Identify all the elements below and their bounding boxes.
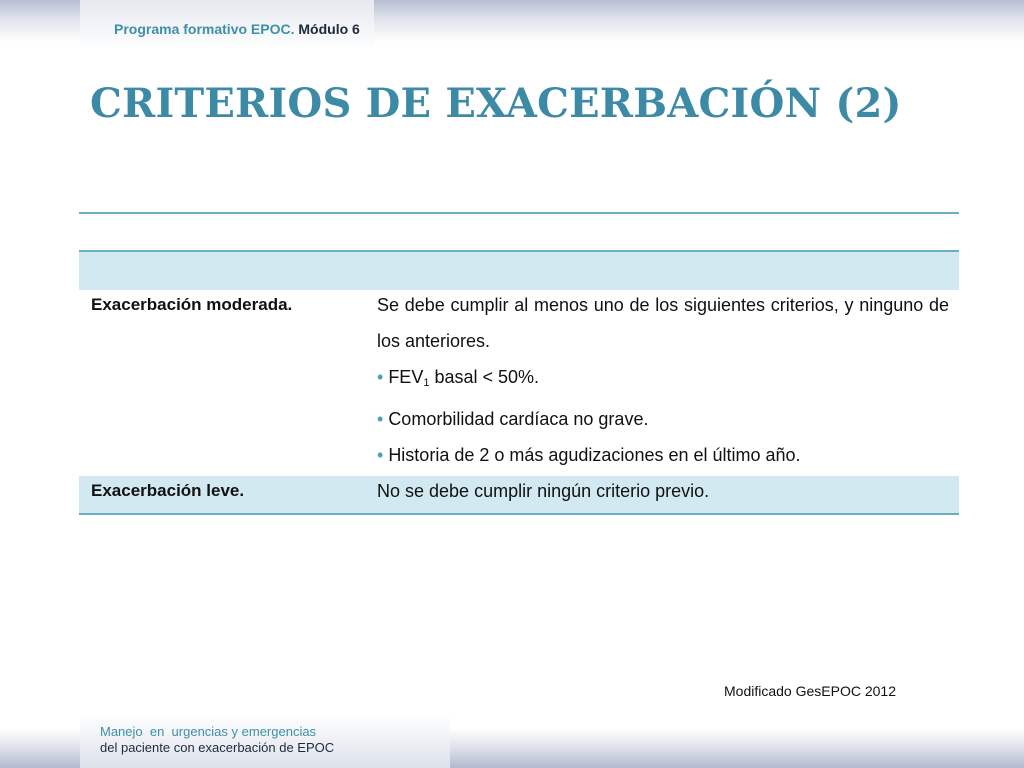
- slide-title: CRITERIOS DE EXACERBACIÓN (2): [90, 80, 902, 127]
- table-header-row: [79, 252, 959, 290]
- bullet-marker: •: [377, 445, 384, 465]
- table-row-moderate: [79, 290, 959, 476]
- footer-line-1: Manejo en urgencias y emergencias: [100, 724, 317, 739]
- criteria-intro: Se debe cumplir al menos uno de los siguientes criterios, y ninguno de los anteriores.: [377, 295, 949, 351]
- table-row-mild: [79, 476, 959, 514]
- fev-subscript: 1: [423, 377, 430, 389]
- criteria-bullet-comorbidity: [377, 401, 949, 437]
- comorbidity-text: Comorbilidad cardíaca no grave.: [388, 409, 649, 429]
- criteria-bullet-history: [377, 437, 949, 473]
- table-top-rule: [79, 212, 959, 214]
- source-note: Modificado GesEPOC 2012: [724, 683, 896, 699]
- bullet-marker: •: [377, 367, 384, 387]
- criteria-bullet-fev: [377, 359, 949, 401]
- row-criteria-mild: No se debe cumplir ningún criterio previo.: [377, 481, 710, 501]
- table-bottom-rule: [79, 513, 959, 515]
- row-criteria-moderate: [377, 287, 949, 473]
- bullet-marker: •: [377, 409, 384, 429]
- fev-text-after: basal < 50%.: [429, 367, 540, 387]
- row-label-mild: Exacerbación leve.: [91, 481, 245, 500]
- history-text: Historia de 2 o más agudizaciones en el último año.: [388, 445, 801, 465]
- program-label: [114, 21, 360, 37]
- fev-text: FEV: [388, 367, 424, 387]
- footer-line-2: del paciente con exacerbación de EPOC: [100, 740, 335, 755]
- program-name: Programa formativo EPOC.: [114, 21, 295, 37]
- row-label-moderate: Exacerbación moderada.: [91, 295, 293, 314]
- module-name: Módulo 6: [298, 21, 360, 37]
